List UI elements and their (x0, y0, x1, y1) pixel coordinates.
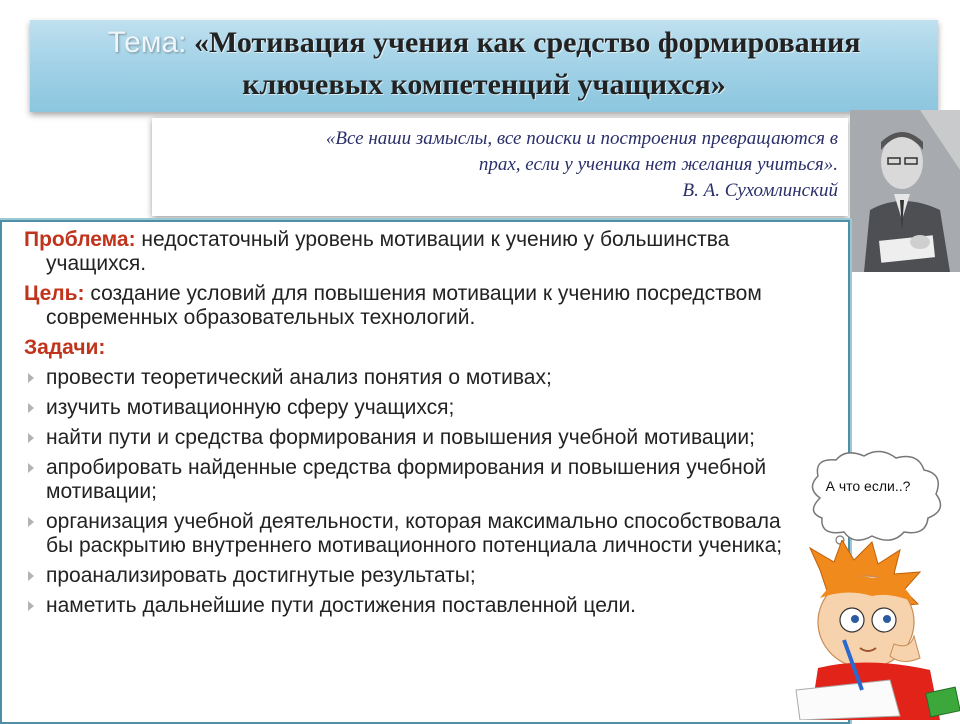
portrait-illustration (850, 110, 960, 272)
task-item (24, 564, 794, 588)
bullet-arrow-icon (28, 463, 34, 473)
quote-line-2: прах, если у ученика нет желания учиться». (478, 154, 838, 175)
problem-text: недостаточный уровень мотивации к учению у большинства учащихся. (46, 228, 730, 275)
task-item (24, 396, 794, 420)
task-text: организация учебной деятельности, которая максимально способствовала бы раскрытию внутреннего мотивационного потенциала личности ученика; (46, 510, 783, 557)
task-text: проанализировать достигнутые результаты; (46, 564, 476, 587)
thought-bubble-text: А что если..? (825, 478, 911, 494)
tasks-heading (24, 336, 794, 360)
bullet-arrow-icon (28, 433, 34, 443)
goal-paragraph (24, 282, 794, 330)
problem-paragraph (24, 228, 794, 276)
task-text: апробировать найденные средства формирования и повышения учебной мотивации; (46, 456, 767, 503)
thought-cloud-icon (800, 448, 952, 548)
quote-line-1: «Все наши замыслы, все поиски и построения превращаются в (325, 128, 838, 149)
bullet-arrow-icon (28, 403, 34, 413)
content-text (24, 228, 794, 624)
title-line-1 (30, 26, 938, 60)
goal-label: Цель: (24, 282, 85, 305)
bullet-arrow-icon (28, 373, 34, 383)
title-prefix: Тема: (107, 26, 187, 59)
thinking-boy-illustration (790, 540, 960, 720)
task-item (24, 366, 794, 390)
goal-text: создание условий для повышения мотивации к учению посредством современных образовательных технологий. (46, 282, 762, 329)
quote-author: В. А. Сухомлинский (682, 180, 838, 201)
task-item (24, 426, 794, 450)
quote-box (152, 118, 848, 216)
bullet-arrow-icon (28, 517, 34, 527)
title-banner (30, 20, 938, 112)
portrait-photo (850, 110, 960, 272)
problem-label: Проблема: (24, 228, 136, 251)
task-text: наметить дальнейшие пути достижения поставленной цели. (46, 594, 637, 617)
quote-text (158, 126, 838, 204)
tasks-label: Задачи: (24, 336, 106, 359)
task-item (24, 594, 794, 618)
task-text: найти пути и средства формирования и повышения учебной мотивации; (46, 426, 755, 449)
task-text: изучить мотивационную сферу учащихся; (46, 396, 455, 419)
task-item (24, 510, 794, 558)
title-line-2: ключевых компетенций учащихся» (242, 68, 726, 101)
bullet-arrow-icon (28, 601, 34, 611)
bullet-arrow-icon (28, 571, 34, 581)
task-item (24, 456, 794, 504)
title-text-1: «Мотивация учения как средство формирования (193, 26, 861, 59)
task-text: провести теоретический анализ понятия о мотивах; (46, 366, 552, 389)
